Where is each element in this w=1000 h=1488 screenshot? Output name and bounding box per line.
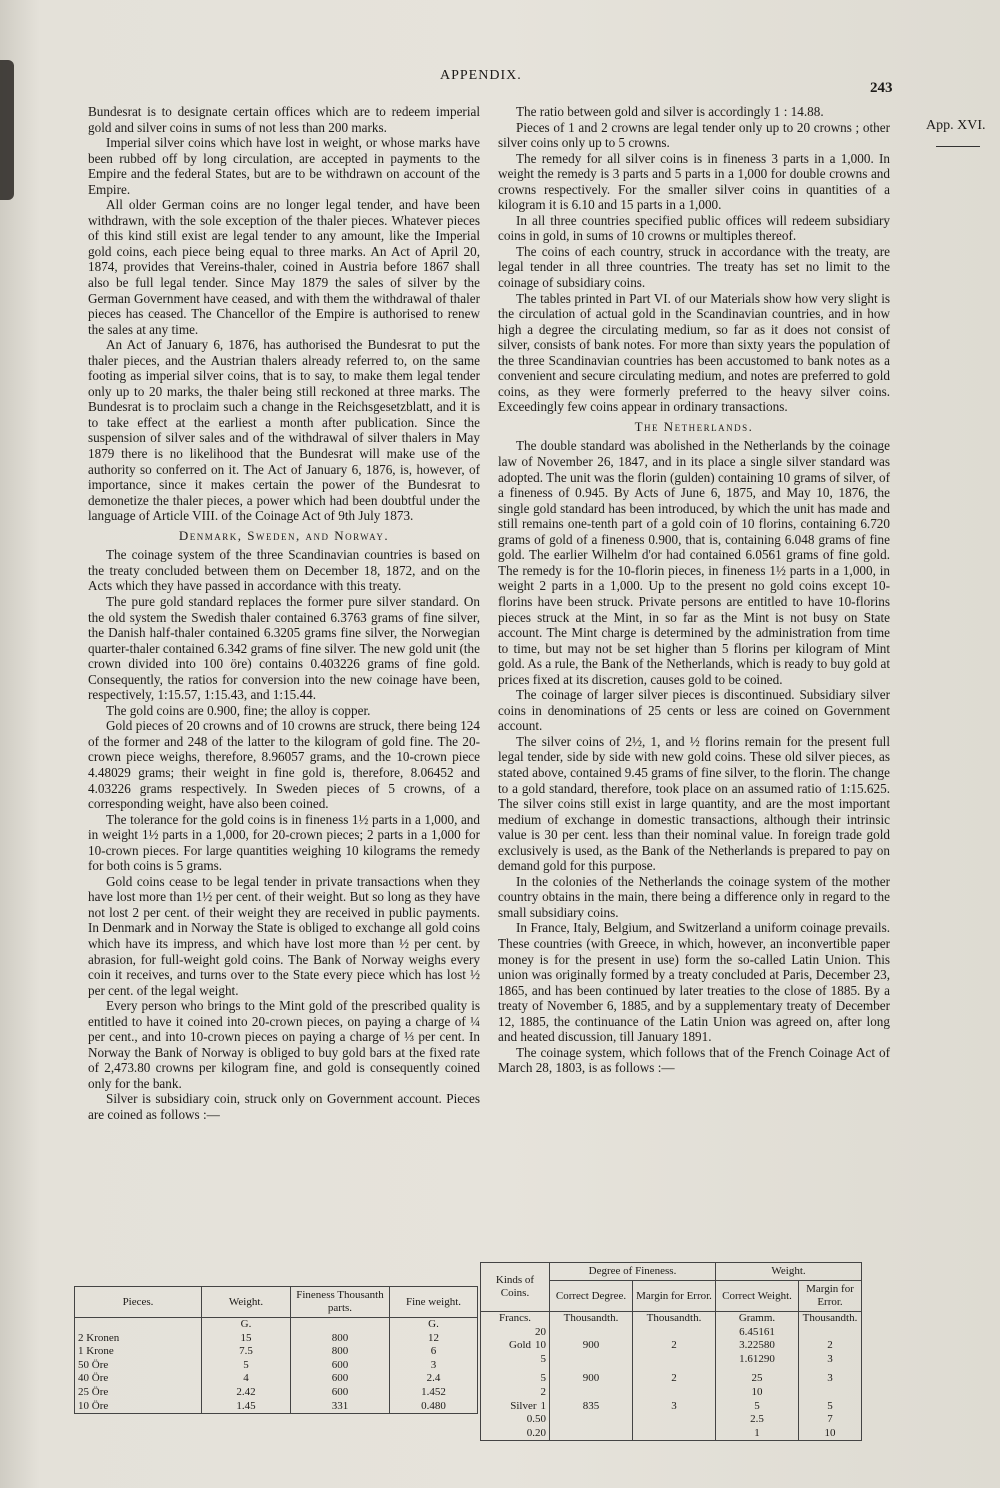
denomination: 10 bbox=[535, 1339, 546, 1352]
table-cell: 900 bbox=[550, 1339, 633, 1353]
table-cell bbox=[550, 1427, 633, 1441]
left-column bbox=[88, 104, 480, 1123]
paragraph: The coinage system, which follows that of the French Coinage Act of March 28, 1803, is as follows :— bbox=[498, 1044, 890, 1076]
table-cell: 10 Öre bbox=[75, 1400, 202, 1414]
denomination: 0.50 bbox=[526, 1413, 546, 1426]
table-cell bbox=[481, 1386, 550, 1400]
paragraph: The coinage of larger silver pieces is discontinued. Subsidiary silver coins in denominations of 25 cents or less are coined on Government account. bbox=[498, 687, 890, 734]
paragraph: The coins of each country, struck in accordance with the treaty, are legal tender in all three countries. The treaty has set no limit to the coinage of subsidiary coins. bbox=[498, 243, 890, 291]
paragraph: The tolerance for the gold coins is in fineness 1½ parts in a 1,000, and in weight 1½ parts in a 1,000, for 20-crown pieces; 2 parts in a 1,000 for 10-crown pieces. For large quantities weighing 10 kilograms the remedy for both coins is 5 grams. bbox=[88, 811, 480, 874]
table-cell: 15 bbox=[202, 1332, 291, 1346]
table-cell bbox=[550, 1326, 633, 1340]
denomination: 5 bbox=[540, 1372, 546, 1385]
table-row bbox=[75, 1332, 478, 1346]
table-cell: 3 bbox=[390, 1359, 478, 1373]
table-row bbox=[481, 1372, 862, 1386]
appendix-rule bbox=[936, 146, 980, 147]
table-cell: 10 bbox=[799, 1427, 862, 1441]
table-cell: 5 bbox=[799, 1400, 862, 1414]
table-cell bbox=[799, 1326, 862, 1340]
table-cell bbox=[75, 1318, 202, 1332]
paragraph: Every person who brings to the Mint gold of the prescribed quality is entitled to have it coined into 20-crown pieces, on paying a charge of ¼ per cent., and into 10-crown pieces on paying a charge of ⅓ per cent. In Norway the Bank of Norway is obliged to buy gold bars at the fixed rate of 2,473.80 crowns per kilogram fine, and gold is consequently coined only for the bank. bbox=[88, 998, 480, 1091]
table-cell: 2 bbox=[799, 1339, 862, 1353]
table-cell: 3 bbox=[633, 1400, 716, 1414]
table-cell: G. bbox=[202, 1318, 291, 1332]
paragraph: The silver coins of 2½, 1, and ½ florins remain for the present full legal tender, side by side with new gold coins. These old silver pieces, as stated above, contained 9.45 grams of fine silver, to the florin. The change to a gold standard, therefore, took place on an assumed ratio of 1:15.625. The silver coins still exist in large quantity, and are the most important medium of exchange in domestic transactions, although their intrinsic value is 30 per cent. less than their nominal value. In foreign trade gold exclusively is used, as the Bank of the Netherlands is prepared to pay on demand gold for this purpose. bbox=[498, 733, 890, 874]
appendix-tag: App. XVI. bbox=[926, 118, 986, 133]
table-cell: 600 bbox=[291, 1386, 390, 1400]
table-row bbox=[75, 1400, 478, 1414]
table-header: Kinds of Coins. bbox=[481, 1263, 550, 1312]
table-cell: 5 bbox=[202, 1359, 291, 1373]
paragraph: In the colonies of the Netherlands the coinage system of the mother country obtains in the main, there being a difference only in regard to the small subsidiary coins. bbox=[498, 873, 890, 920]
denomination: 20 bbox=[535, 1325, 546, 1338]
table-row bbox=[75, 1372, 478, 1386]
latin-union-table bbox=[480, 1262, 862, 1441]
table-header: Correct Weight. bbox=[716, 1281, 799, 1312]
metal-label: Silver bbox=[510, 1399, 537, 1412]
table-cell: 2 bbox=[633, 1339, 716, 1353]
table-cell: 600 bbox=[291, 1372, 390, 1386]
table-cell: 3 bbox=[799, 1372, 862, 1386]
paragraph: Silver is subsidiary coin, struck only on Government account. Pieces are coined as follows :— bbox=[88, 1091, 480, 1122]
table-cell bbox=[633, 1427, 716, 1441]
table-cell: 835 bbox=[550, 1400, 633, 1414]
binding-shadow bbox=[0, 60, 14, 200]
table-cell: 2.4 bbox=[390, 1372, 478, 1386]
table-row bbox=[481, 1427, 862, 1441]
table-cell bbox=[550, 1386, 633, 1400]
table-header: Degree of Fineness. bbox=[550, 1263, 716, 1281]
table-cell: Francs. bbox=[481, 1312, 550, 1326]
table-cell: 50 Öre bbox=[75, 1359, 202, 1373]
table-cell: 600 bbox=[291, 1359, 390, 1373]
paragraph: Gold coins cease to be legal tender in private transactions when they have lost more than 1½ per cent. of their weight. But so long as they have not lost 2 per cent. of their weight they are received in public payments. In Denmark and in Norway the State is obliged to exchange all gold coins which have its impress, and which have lost more than ½ per cent. by abrasion, for full-weight gold coins. The Bank of Norway weighs every coin it receives, and turns over to the State every piece which has lost ½ per cent. of the legal weight. bbox=[88, 873, 480, 998]
table-cell: 10 bbox=[716, 1386, 799, 1400]
table-header: Fineness Thousanth parts. bbox=[291, 1287, 390, 1318]
table-header: Margin for Error. bbox=[799, 1281, 862, 1312]
table-row bbox=[481, 1312, 862, 1326]
paragraph: The double standard was abolished in the Netherlands by the coinage law of November 26, 1847, and in its place a single silver standard was adopted. The unit was the florin (gulden) containing 10 grams of silver, of a fineness of 0.945. By Acts of June 6, 1875, and May 10, 1876, the single gold standard has been introduced, by which the unit has made and still remains one-tenth part of a gold coin of 10 florins, containing 6.720 grams of gold of a fineness 0.900, that is, containing 6.048 grams of fine gold. The earlier Wilhelm d'or had contained 6.0561 grams of fine gold. The remedy is for the 10-florin pieces, in fineness 1½ parts in a 1,000, in weight 2 parts in a 1,000. Up to the present no gold coins except 10-florins have been struck. Private persons are entitled to have 10-florins pieces struck at the Mint, in so far as the Mint is not busy on State account. The Mint charge is determined by the administration from time to time, but may not be set higher than 5 florins per kilogram of Mint gold. As a rule, the Bank of the Netherlands, which is ready to buy gold at prices fixed at its discretion, causes gold to be coined. bbox=[498, 438, 890, 687]
table-cell: 2 bbox=[633, 1372, 716, 1386]
table-cell bbox=[481, 1339, 550, 1353]
table-cell: 0.480 bbox=[390, 1400, 478, 1414]
table-cell: 900 bbox=[550, 1372, 633, 1386]
paragraph: The remedy for all silver coins is in fineness 3 parts in a 1,000. In weight the remedy is 3 parts and 5 parts in a 1,000 for double crowns and crowns respectively. For the smaller silver coins in quantities of a kilogram it is 6.10 and 15 parts in a 1,000. bbox=[498, 150, 890, 213]
table-cell bbox=[481, 1326, 550, 1340]
table-row bbox=[481, 1353, 862, 1367]
table-header: Pieces. bbox=[75, 1287, 202, 1318]
paragraph: Imperial silver coins which have lost in weight, or whose marks have been rubbed off by long circulation, are accepted in payments to the Empire and the federal States, but are to be withdrawn on account of the Empire. bbox=[88, 135, 480, 197]
table-header: Margin for Error. bbox=[633, 1281, 716, 1312]
paragraph: In all three countries specified public offices will redeem subsidiary coins in gold, in sums of 10 crowns or multiples thereof. bbox=[498, 212, 890, 244]
table-cell bbox=[550, 1413, 633, 1427]
table-row bbox=[481, 1326, 862, 1340]
table-cell bbox=[633, 1413, 716, 1427]
table-row bbox=[481, 1400, 862, 1414]
paragraph: The pure gold standard replaces the former pure silver standard. On the old system the Swedish thaler contained 6.3763 grams of fine silver, the Danish half-thaler contained 6.3205 grams fine silver, the Norwegian quarter-thaler contained 6.342 grams of fine silver. The new gold unit (the crown divided into 100 öre) contains 0.403226 grams of fine gold. Consequently, the ratios for conversion into the new coinage have been, respectively, 1:15.57, 1:15.43, and 1:15.44. bbox=[88, 593, 480, 703]
table-cell: 3 bbox=[799, 1353, 862, 1367]
table-header: Weight. bbox=[716, 1263, 862, 1281]
table-cell: 800 bbox=[291, 1332, 390, 1346]
running-header: APPENDIX. bbox=[440, 68, 522, 83]
table-header: Fine weight. bbox=[390, 1287, 478, 1318]
table-cell bbox=[633, 1353, 716, 1367]
table-cell: 7.5 bbox=[202, 1345, 291, 1359]
table-cell bbox=[633, 1386, 716, 1400]
paragraph: Bundesrat is to designate certain offices which are to redeem imperial gold and silver coins in sums of not less than 200 marks. bbox=[88, 104, 480, 135]
table-cell: G. bbox=[390, 1318, 478, 1332]
table-cell: 2.42 bbox=[202, 1386, 291, 1400]
table-cell bbox=[481, 1413, 550, 1427]
table-cell bbox=[481, 1353, 550, 1367]
table-cell: 3.22580 bbox=[716, 1339, 799, 1353]
paragraph: All older German coins are no longer legal tender, and have been withdrawn, with the sole exception of the thaler pieces. Whatever pieces of this kind still exist are legal tender to any amount, like the Imperial gold coins, each piece being equal to three marks. An Act of April 20, 1874, provides that Vereins-thaler, coined in Austria before 1867 shall also be full legal tender. Since May 1879 the sales of silver by the German Government have ceased, and with them the withdrawal of thaler pieces has ceased. The Chancellor of the Empire is authorised to renew the sales at any time. bbox=[88, 197, 480, 337]
paragraph: In France, Italy, Belgium, and Switzerland a uniform coinage prevails. These countries (with Greece, in which, however, an inconvertible paper money is for the present in use) form the so-called Latin Union. This union was originally formed by a treaty concluded at Paris, December 23, 1865, and has been continued by later treaties to the close of 1885. By a treaty of November 6, 1885, and by a supplementary treaty of December 12, 1885, the continuance of the Latin Union was agreed on, after long and heated discussion, till January 1891. bbox=[498, 920, 890, 1045]
table-cell bbox=[291, 1318, 390, 1332]
table-cell: 1.452 bbox=[390, 1386, 478, 1400]
table-row bbox=[75, 1318, 478, 1332]
table-cell bbox=[550, 1353, 633, 1367]
denomination: 0.20 bbox=[526, 1426, 546, 1439]
paragraph: An Act of January 6, 1876, has authorised the Bundesrat to put the thaler pieces, and the Austrian thalers already referred to, on the same footing as imperial silver coins, that is to say, to make them legal tender only up to 20 marks, the thaler being still reckoned at three marks. The Bundesrat is to proclaim such a change in the Reichsgesetzblatt, and it is to take effect at the earliest a month after publication. Since the suspension of silver sales and of the withdrawal of silver thalers in May 1879 there is no likelihood that the Bundesrat will make use of the authority so conferred on it. The Act of January 6, 1876, is, however, of importance, since it makes certain the power of the Bundesrat to demonetize the thaler pieces, a power which had been doubtful under the language of Article VIII. of the Coinage Act of 9th July 1873. bbox=[88, 337, 480, 524]
table-cell: 12 bbox=[390, 1332, 478, 1346]
table-cell: 40 Öre bbox=[75, 1372, 202, 1386]
page-number: 243 bbox=[870, 80, 893, 96]
table-cell: 5 bbox=[716, 1400, 799, 1414]
table-cell bbox=[481, 1427, 550, 1441]
table-cell: 6 bbox=[390, 1345, 478, 1359]
paragraph: Pieces of 1 and 2 crowns are legal tender only up to 20 crowns ; other silver coins only up to 5 crowns. bbox=[498, 119, 890, 151]
table-cell bbox=[481, 1400, 550, 1414]
table-cell: 1 bbox=[716, 1427, 799, 1441]
table-cell: 2.5 bbox=[716, 1413, 799, 1427]
table-row bbox=[481, 1339, 862, 1353]
denomination: 5 bbox=[540, 1352, 546, 1365]
table-header: Correct Degree. bbox=[550, 1281, 633, 1312]
denomination: 2 bbox=[540, 1385, 546, 1398]
table-cell: 800 bbox=[291, 1345, 390, 1359]
table-cell: 6.45161 bbox=[716, 1326, 799, 1340]
table-cell: 1.61290 bbox=[716, 1353, 799, 1367]
table-cell: 25 bbox=[716, 1372, 799, 1386]
section-heading: The Netherlands. bbox=[634, 418, 754, 434]
table-cell: 2 Kronen bbox=[75, 1332, 202, 1346]
table-cell: 1 Krone bbox=[75, 1345, 202, 1359]
paragraph: The coinage system of the three Scandinavian countries is based on the treaty concluded between them on December 18, 1872, and on the Acts which they have passed in accordance with this treaty. bbox=[88, 547, 480, 594]
paragraph: The tables printed in Part VI. of our Materials show how very slight is the circulation of actual gold in the Scandinavian countries, and in how high a degree the circulating medium, so far as it does not consist of silver, consists of bank notes. For more than sixty years the population of the three Scandinavian countries has been accustomed to bank notes as a convenient and secure circulating medium, and notes are preferred to gold coins, as they were formerly preferred to the heavy silver coins. Exceedingly few coins appear in ordinary transactions. bbox=[498, 290, 890, 415]
table-cell bbox=[481, 1372, 550, 1386]
right-column bbox=[498, 104, 890, 1076]
table-cell: Gramm. bbox=[716, 1312, 799, 1326]
table-row bbox=[481, 1413, 862, 1427]
table-cell: 4 bbox=[202, 1372, 291, 1386]
paragraph: The gold coins are 0.900, fine; the alloy is copper. bbox=[106, 702, 371, 718]
table-cell: 331 bbox=[291, 1400, 390, 1414]
table-cell: 7 bbox=[799, 1413, 862, 1427]
table-cell: Thousandth. bbox=[550, 1312, 633, 1326]
table-row bbox=[75, 1359, 478, 1373]
metal-label: Gold bbox=[509, 1339, 531, 1352]
table-cell bbox=[633, 1326, 716, 1340]
table-cell: Thousandth. bbox=[799, 1312, 862, 1326]
table-cell: 1.45 bbox=[202, 1400, 291, 1414]
section-heading: Denmark, Sweden, and Norway. bbox=[178, 527, 390, 543]
scandinavian-silver-table bbox=[74, 1286, 478, 1414]
paragraph: Gold pieces of 20 crowns and of 10 crowns are struck, there being 124 of the former and 248 of the latter to the kilogram of gold fine. The 20-crown piece weighs, therefore, 8.96057 grams, and the 10-crown piece 4.48029 grams; their weight in fine gold is, therefore, 8.06452 and 4.03226 grams respectively. In Sweden pieces of 5 crowns, of a corresponding weight, have also been coined. bbox=[88, 718, 480, 812]
table-cell bbox=[799, 1386, 862, 1400]
denomination: 1 bbox=[540, 1399, 546, 1412]
table-row bbox=[75, 1345, 478, 1359]
table-row bbox=[75, 1386, 478, 1400]
table-cell: 25 Öre bbox=[75, 1386, 202, 1400]
paragraph: The ratio between gold and silver is accordingly 1 : 14.88. bbox=[516, 104, 824, 119]
table-row bbox=[481, 1386, 862, 1400]
table-header: Weight. bbox=[202, 1287, 291, 1318]
table-cell: Thousandth. bbox=[633, 1312, 716, 1326]
